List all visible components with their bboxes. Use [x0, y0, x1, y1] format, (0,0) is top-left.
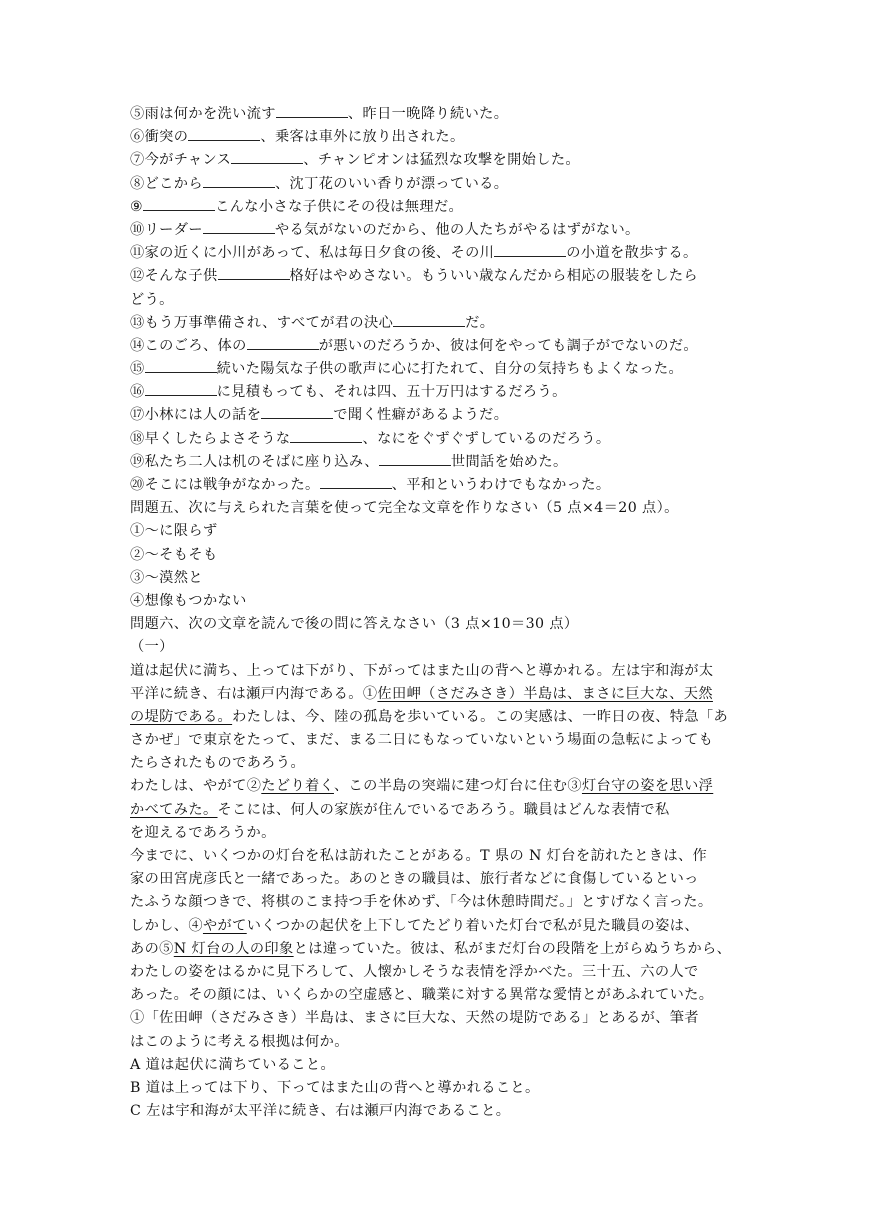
page-content	[130, 103, 740, 1123]
answer-blank[interactable]	[145, 358, 217, 373]
passage-line: あの⑤N 灯台の人の印象とは違っていた。彼は、私がまだ灯台の段階を上がらぬうちから、	[130, 940, 732, 957]
underlined-phrase-4: やがて	[202, 917, 247, 934]
passage-line: わたしの姿をはるかに見下ろして、人懐かしそうな表情を浮かべた。三十五、六の人で	[130, 963, 699, 980]
part5-item-4: ④想像もつかない	[130, 592, 247, 609]
part5-item-3: ③～漠然と	[130, 569, 203, 586]
option-c: C 左は宇和海が太平洋に続き、右は瀬戸内海であること。	[130, 1103, 511, 1120]
underlined-phrase-2: たどり着く	[261, 778, 334, 795]
answer-blank[interactable]	[203, 219, 275, 234]
fill-item-18: ⑱早くしたらよさそうな 、なにをぐずぐずしているのだろう。	[130, 428, 740, 451]
passage-line: わたしは、やがて②たどり着く、この半島の突端に建つ灯台に住む③灯台守の姿を思い浮	[130, 778, 714, 795]
passage-line: を迎えるであろうか。	[130, 824, 276, 841]
part6-heading: 問題六、次の文章を読んで後の問に答えなさい（3 点×10＝30 点）	[130, 616, 579, 633]
part5-item-1: ①～に限らず	[130, 523, 218, 540]
answer-blank[interactable]	[290, 428, 362, 443]
underlined-phrase-5: N 灯台の人の印象	[173, 940, 294, 957]
option-a: A 道は起伏に満ちていること。	[130, 1056, 336, 1073]
passage-line: たらされたものであろう。	[130, 755, 306, 772]
fill-item-19: ⑲私たち二人は机のそばに座り込み、 世間話を始めた。	[130, 451, 740, 474]
passage-line: の堤防である。わたしは、今、陸の孤島を歩いている。この実感は、一昨日の夜、特急「あ	[130, 708, 729, 725]
fill-item-8: ⑧どこから 、沈丁花のいい香りが漂っている。	[130, 173, 740, 196]
passage-line: たふうな顔つきで、将棋のこま持つ手を休めず、「今は休憩時間だ。」とすげなく言った。	[130, 894, 713, 911]
question-1-line: はこのように考える根拠は何か。	[130, 1033, 349, 1050]
passage-line: 道は起伏に満ち、上っては下がり、下がってはまた山の背へと導かれる。左は宇和海が太	[130, 662, 714, 679]
answer-blank[interactable]	[276, 103, 348, 118]
passage-line: あった。その顔には、いくらかの空虚感と、職業に対する異常な愛情とがあふれていた。	[130, 987, 714, 1004]
answer-blank[interactable]	[231, 149, 303, 164]
answer-blank[interactable]	[393, 312, 465, 327]
answer-blank[interactable]	[145, 381, 217, 396]
underlined-phrase-3-end: かべてみた。	[130, 801, 218, 818]
underlined-phrase-1: 佐田岬（さだみさき）半島は、まさに巨大な、天然	[377, 685, 713, 702]
passage-line: かべてみた。そこには、何人の家族が住んでいるであろう。職員はどんな表情で私	[130, 801, 670, 818]
fill-item-15: ⑮ 続いた陽気な子供の歌声に心に打たれて、自分の気持ちもよくなった。	[130, 358, 740, 381]
option-b: B 道は上っては下り、下ってはまた山の背へと導かれること。	[130, 1079, 540, 1096]
fill-item-13: ⑬もう万事準備され、すべてが君の決心 だ。	[130, 312, 740, 335]
passage-line: さかぜ」で東京をたって、まだ、まる二日にもなっていないという場面の急転によっても	[130, 732, 714, 749]
answer-blank[interactable]	[261, 404, 333, 419]
answer-blank[interactable]	[143, 196, 215, 211]
fill-item-16: ⑯ に見積もっても、それは四、五十万円はするだろう。	[130, 381, 740, 404]
passage-line: 家の田宮虎彦氏と一緒であった。あのときの職員は、旅行者などに食傷しているといっ	[130, 871, 699, 888]
fill-item-6: ⑥衝突の 、乗客は車外に放り出された。	[130, 126, 740, 149]
question-1-line: ①「佐田岬（さだみさき）半島は、まさに巨大な、天然の堤防である」とあるが、筆者	[130, 1010, 699, 1027]
answer-blank[interactable]	[379, 451, 451, 466]
passage-line: 今までに、いくつかの灯台を私は訪れたことがある。T 県の N 灯台を訪れたときは、作	[130, 848, 708, 864]
fill-item-5: ⑤雨は何かを洗い流す 、昨日一晩降り続いた。	[130, 103, 740, 126]
fill-item-10: ⑩リーダー やる気がないのだから、他の人たちがやるはずがない。	[130, 219, 740, 242]
answer-blank[interactable]	[320, 474, 392, 489]
fill-item-11: ⑪家の近くに小川があって、私は毎日夕食の後、その川 の小道を散歩する。	[130, 242, 740, 265]
section-label: （一）	[130, 639, 174, 656]
underlined-phrase-3: 灯台守の姿を思い浮	[581, 778, 714, 795]
fill-item-14: ⑭このごろ、体の が悪いのだろうか、彼は何をやっても調子がでないのだ。	[130, 335, 740, 358]
fill-item-12: ⑫そんな子供 格好はやめさない。もういい歳なんだから相応の服装をしたら	[130, 265, 740, 288]
part5-item-2: ②～そもそも	[130, 546, 218, 563]
fill-item-17: ⑰小林には人の話を で聞く性癖があるようだ。	[130, 404, 740, 427]
part5-heading: 問題五、次に与えられた言葉を使って完全な文章を作りなさい（5 点×4＝20 点）。	[130, 500, 679, 517]
fill-item-20: ⑳そこには戦争がなかった。 、平和というわけでもなかった。	[130, 474, 740, 497]
fill-item-12-continued: どう。	[130, 291, 174, 308]
answer-blank[interactable]	[188, 126, 260, 141]
answer-blank[interactable]	[218, 265, 290, 280]
passage-line: しかし、④やがていくつかの起伏を上下してたどり着いた灯台で私が見た職員の姿は、	[130, 917, 699, 934]
passage-line: 平洋に続き、右は瀬戸内海である。①佐田岬（さだみさき）半島は、まさに巨大な、天然	[130, 685, 713, 702]
fill-item-9: ⑨ こんな小さな子供にその役は無理だ。	[130, 196, 740, 219]
answer-blank[interactable]	[247, 335, 319, 350]
underlined-phrase-1-end: の堤防である。	[130, 708, 233, 725]
fill-item-7: ⑦今がチャンス 、チャンピオンは猛烈な攻撃を開始した。	[130, 149, 740, 172]
answer-blank[interactable]	[494, 242, 566, 257]
answer-blank[interactable]	[203, 173, 275, 188]
